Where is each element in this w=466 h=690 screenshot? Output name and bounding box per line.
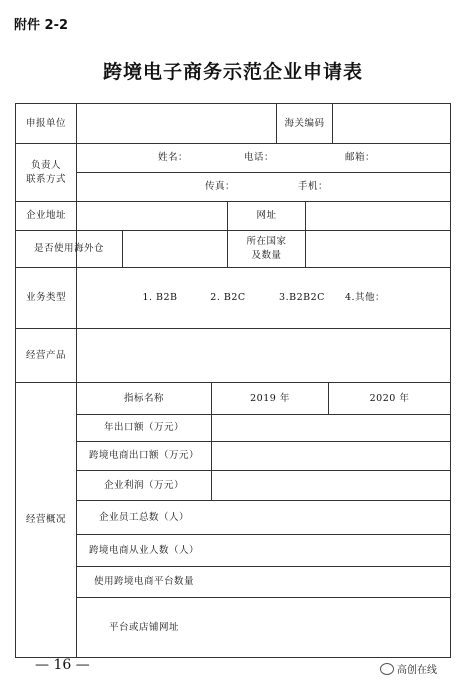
applicant-unit-label: 申报单位 [25,117,66,129]
country-count-field[interactable] [306,231,450,267]
page-number: — 16 — [35,657,90,673]
company-address-field[interactable] [77,202,227,230]
business-option-b2b2c[interactable]: 3.B2B2C [279,292,325,303]
mobile-field[interactable] [338,173,448,201]
indicator-platform-count: 使用跨境电商平台数量 [93,576,194,587]
indicator-profit: 企业利润（万元） [103,479,184,491]
overview-label: 经营概况 [25,514,66,525]
website-field[interactable] [306,202,450,230]
phone-label: 电话： [243,152,274,163]
table-border-right [450,103,451,658]
watermark-text: 高创在线 [397,665,437,676]
indicator-cross-border-export: 跨境电商出口额（万元） [88,450,199,461]
fax-field[interactable] [245,173,285,201]
name-label: 姓名： [157,152,188,163]
email-field[interactable] [385,144,449,172]
phone-field[interactable] [280,144,330,172]
overseas-warehouse-field[interactable] [123,231,227,267]
business-type-label: 业务类型 [25,292,66,303]
indicator-header: 指标名称 [123,392,164,404]
fax-label: 传真： [204,181,235,192]
customs-code-field[interactable] [333,104,450,143]
year-2020-header: 2020 年 [369,392,410,404]
country-count-label: 所在国家 及数量 [246,236,287,261]
year-2019-header: 2019 年 [250,392,290,404]
indicator-annual-export: 年出口额（万元） [103,422,184,433]
indicator-employees: 企业员工总数（人） [98,511,189,523]
business-option-b2b[interactable]: 1. B2B [142,292,178,303]
page-title: 跨境电子商务示范企业申请表 [102,61,363,83]
watermark [380,661,437,676]
mobile-label: 手机： [297,181,328,192]
website-label: 网址 [256,210,277,221]
overseas-warehouse-label: 是否使用海外仓 [33,243,104,254]
indicator-cross-border-staff: 跨境电商从业人数（人） [88,544,199,556]
customs-code-label: 海关编码 [284,117,325,129]
attachment-label: 附件 2-2 [14,18,69,33]
contact-person-label: 负责人 联系方式 [25,159,66,185]
company-address-label: 企业地址 [25,210,66,221]
applicant-unit-field[interactable] [77,104,276,143]
products-label: 经营产品 [25,349,66,361]
email-label: 邮箱： [344,152,375,163]
name-field[interactable] [190,144,230,172]
business-option-b2c[interactable]: 2. B2C [210,292,246,303]
wechat-icon [380,663,394,675]
products-field[interactable] [77,329,450,382]
indicator-platform-url: 平台或店铺网址 [108,621,179,633]
business-option-other[interactable]: 4.其他： [344,292,386,303]
